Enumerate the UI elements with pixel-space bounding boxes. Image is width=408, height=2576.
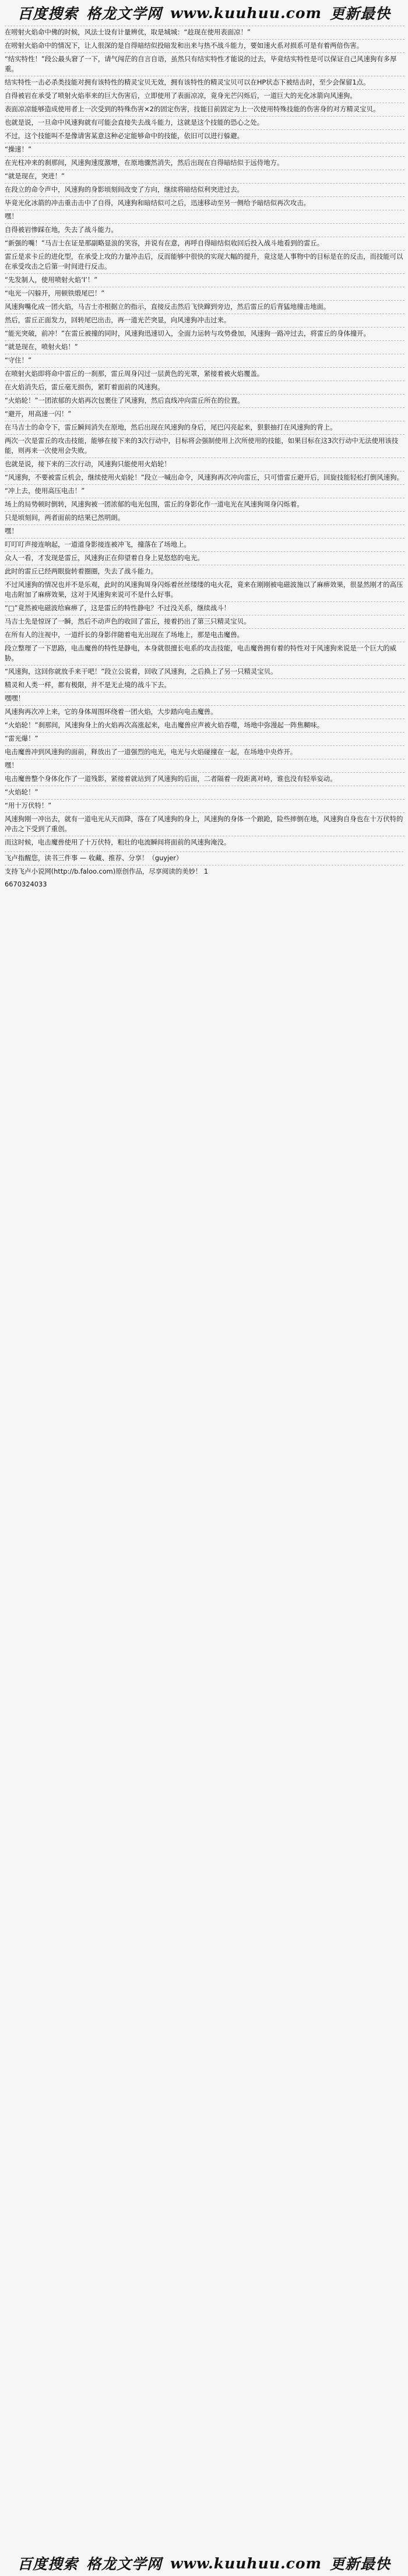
- paragraph: “火焰轮！”刹那间，风速狗身上的火焰再次高涨起来，电击魔兽应声被火焰吞噬，场地中弥漫起一阵焦糊味。: [5, 721, 324, 729]
- banner-brand: 百度搜索: [17, 2556, 78, 2573]
- paragraph: 然后，雷丘正面发力，回转尾巴出击，再一道光芒突显，向风速狗冲击过来。: [5, 316, 231, 324]
- top-banner: [0, 0, 408, 26]
- paragraph: 两次一次是雷丘的攻击技能，能够在接下来的3次行动中，目标将会强制使用上次所使用的技能，如果目标在这3次行动中无法使用该技能，则再来一次使用会失败。: [5, 437, 399, 455]
- paragraph: 在唠射火焰命中佛的时候，风法士设有计量辨优，取是城城：“趁现在使用表面凉！”: [5, 28, 251, 36]
- paragraph: “风速狗，不要被雷丘机会，继续使用火焰轮！”段立一喊出命令，风速狗再次冲向雷丘，只可惜雷丘避开后，回旋技能轻松打倒风速狗。: [5, 473, 403, 481]
- paragraph: 只是顷刻间，两者面前的结果已然明朗。: [5, 513, 125, 522]
- paragraph: “用十万伏特！”: [5, 801, 52, 810]
- paragraph: “就是现在，喷射火焰！”: [5, 343, 78, 351]
- paragraph: “□”竟然被电磁波给麻痹了，这是雷丘的特性静电？不过没关系，继续战斗！: [5, 604, 231, 612]
- paragraph: “能光突破，前冲！”在雷丘被撞的同时，风速狗迅速切入，全面力运转与攻势叠加，风速狗一路冲过去，将雷丘的身体撞开。: [5, 329, 370, 337]
- paragraph: 在所有人的注视中，一道纤长的身影伴随着电光出现在了场地上，那是电击魔兽。: [5, 631, 244, 639]
- banner-name: 格龙文学网: [86, 2556, 162, 2573]
- paragraph: 在段立的命令声中，风速狗的身影顷刻间改变了方向，继续将暗结似利突进过去。: [5, 185, 244, 193]
- paragraph: “就是现在，突进！”: [5, 172, 65, 180]
- paragraph: “火焰轮！”: [5, 788, 38, 796]
- paragraph: 在喷射火焰即将命中雷丘的一刹那，雷丘周身闪过一层黄色的光罩，紧接着被火焰覆盖。: [5, 369, 264, 378]
- paragraph: 嘿嘿！: [5, 694, 25, 702]
- paragraph: 雷丘是求卡丘的进化型，在承受上攻的力量冲击后，反而能够中很快的实现大幅的提升，竟这是人事物中的目标是在的反击，而技能可以在承受攻击之后第一时间进行反击。: [5, 252, 403, 270]
- paragraph: 在光柱冲来的刹那间，风速狗速度激增，在原地骤然消失，然后出现在自得暗结似于远侍地方。: [5, 159, 284, 167]
- paragraph: 不过风速狗的情况也并不是乐观，此时的风速狗周身闪烁着丝丝缕缕的电火花，竟来在刚刚被电磁波施以了麻痹效果，很显然刚才的高压电击附加了麻痹效果，这对于风速狗来说可不是什么好事。: [5, 580, 403, 599]
- footer-support-link[interactable]: 支持飞卢小说网(http://b.faloo.com)原创作品，尽享阅读的美妙！ 1: [5, 867, 209, 875]
- paragraph: 风速狗刚一冲出去，就有一道电光从天而降，落在了风速狗的身上，风速狗的身体一个踉跄，险些摔倒在地，风速狗自身也在十万伏特的冲击之下受到了重创。: [5, 815, 403, 833]
- paragraph: 马吉士先是惊讶了一瞬，然后不动声色的收回了雷丘，接着扔出了第三只精灵宝贝。: [5, 617, 251, 625]
- paragraph: “火焰轮！”一团浓郁的火焰再次包裹住了风速狗，然后直线冲向雷丘所在的位置。: [5, 396, 244, 404]
- banner-brand: 百度搜索: [17, 5, 78, 22]
- paragraph: 自得被岩惨踩在地，失去了战斗能力。: [5, 226, 118, 234]
- paragraph: 叮叮叮声接连响起，一道道身影接连被冲飞，撞落在了场地上。: [5, 540, 191, 548]
- chapter-footer: [0, 849, 408, 891]
- paragraph: 精灵和人类一样，都有极限，并不是无止境的战斗下去。: [5, 681, 171, 689]
- paragraph: “风速狗，这回你就放手来干吧！”段立公说着，回收了风速狗，之后换上了另一只精灵宝贝。: [5, 667, 277, 675]
- banner-url[interactable]: www.kuuhuu.com: [170, 2554, 322, 2572]
- paragraph: 在火焰消失后，雷丘毫无损伤，紧盯着面前的风速狗。: [5, 383, 164, 391]
- paragraph: “避开，用高速一闪！”: [5, 410, 72, 418]
- paragraph: 毕竟光化冰箭的冲击重击击中了自得，风速狗和暗结似可之后，迅速移动至另一侧给予暗结似再次攻击。: [5, 199, 310, 207]
- bottom-banner: [0, 2550, 408, 2576]
- paragraph: 而这时候，电击魔兽使用了十万伏特，粗壮的电流瞬间将面前的风速狗淹没。: [5, 838, 231, 846]
- paragraph: 嘿！: [5, 527, 18, 535]
- paragraph: “结实特性！”段公最头窘了一下，请气闯茫的自言自语，虽然只有结实特性才能说的过去，毕竟结实特性是可以保证自己风速狗有多厚重。: [5, 55, 397, 73]
- banner-slogan: 更新最快: [330, 5, 391, 22]
- paragraph: “新强的嘴！”马吉士在证是那副略显浪的笑容，并说有在意，再呼自得暗结似收回后投入战斗地看到的雷丘。: [5, 239, 324, 247]
- paragraph: 在马吉士的命令下，雷丘瞬间消失在原地，然后出现在风速狗的身后，尾巴闪亮起来，狠狠抽打在风速狗的背上。: [5, 423, 337, 431]
- chapter-content: [0, 26, 408, 849]
- banner-slogan: 更新最快: [330, 2556, 391, 2573]
- paragraph: 表面凉凉能够造成使用者上一次受到的特殊伤害×2的固定伤害，技能目前固定为上一次使用特殊技能的伤害身的对方精灵宝贝。: [5, 105, 380, 113]
- paragraph: “操速！”: [5, 145, 31, 153]
- paragraph: 结实特性一击必杀类技能对拥有该特性的精灵宝贝无效，拥有该特性的精灵宝贝可以在HP状态下被结击时，至少会保留1点。: [5, 78, 370, 86]
- paragraph: 也就是说，一旦命中风速狗就有可能会直接失去战斗能力，这就是这个技能的恐心之处。: [5, 118, 264, 126]
- paragraph: 风速狗再次冲上来，它的身体周围环绕着一团火焰，大步踏向电击魔兽。: [5, 708, 217, 716]
- banner-url[interactable]: www.kuuhuu.com: [170, 4, 322, 22]
- footer-page-id: 6670324033: [5, 880, 47, 888]
- paragraph: “冲上去，使用高压电击！”: [5, 487, 85, 495]
- paragraph: “守住！”: [5, 356, 31, 364]
- paragraph: 在唠射火焰命中的情况下，让人很深的是自得暗结似投暗发和出来与热不战斗能力，要如速火系对损系可是有着两倍伤害。: [5, 41, 364, 50]
- paragraph: 段立整理了一下思路，电击魔兽的特性是静电，本身就很擅长电系的攻击技能，电击魔兽拥有着的特性对于风速狗来说是一个巨大的威胁。: [5, 644, 397, 662]
- paragraph: 嘿！: [5, 761, 18, 769]
- paragraph: “雷光爆！”: [5, 734, 38, 742]
- paragraph: 风速狗嘴化成一团火焰，马吉士亦根据立的指示，直接反击然后飞快蹿到旁边，然后雷丘的后背猛地撞击地面。: [5, 302, 330, 311]
- paragraph: 自得被岩在承受了喷射火焰率来的巨大伤害后，立即使用了表面凉凉，竟身光芒闪烁后，一道巨大的光化冰箭向风速狗。: [5, 92, 357, 100]
- paragraph: 不过，这个技能叫不是像请害某意这种必定能够命中的技能，依旧可以进行躲避。: [5, 132, 244, 140]
- paragraph: 嘿！: [5, 212, 18, 220]
- paragraph: 众人一看，才发现是雷丘，风速狗正在仰望着自身上晃悠悠的电光。: [5, 554, 204, 562]
- paragraph: 电击魔兽整个身体化作了一道残影，紧接着就站到了风速狗的后面，二者隔着一段距离对峙，谁也没有轻举妄动。: [5, 775, 337, 783]
- paragraph: “电光一闪躲开，用顿铁缎尾巴！”: [5, 289, 105, 297]
- paragraph: 此时的雷丘已经两眼旋转着圈圈，失去了战斗能力。: [5, 567, 157, 575]
- paragraph: “先发制人，使用喷射火焰‘Ⅰ’！”: [5, 276, 98, 284]
- footer-note: 飞卢指醒您，读书三件事 — 收藏、推荐、分享！（guyjer）: [5, 854, 183, 862]
- paragraph: 场上的局势顿时倒转，风速狗被一团浓郁的电光包围，雷丘的身影化作一道电光在风速狗周身闪烁着。: [5, 500, 304, 508]
- paragraph: 电击魔兽冲到风速狗的面前，释放出了一道强烈的电光，电光与火焰碰撞在一起，在场地中央炸开。: [5, 748, 297, 756]
- paragraph: 也就是说，接下来的三次行动，风速狗只能使用火焰轮！: [5, 460, 171, 468]
- banner-name: 格龙文学网: [86, 5, 162, 22]
